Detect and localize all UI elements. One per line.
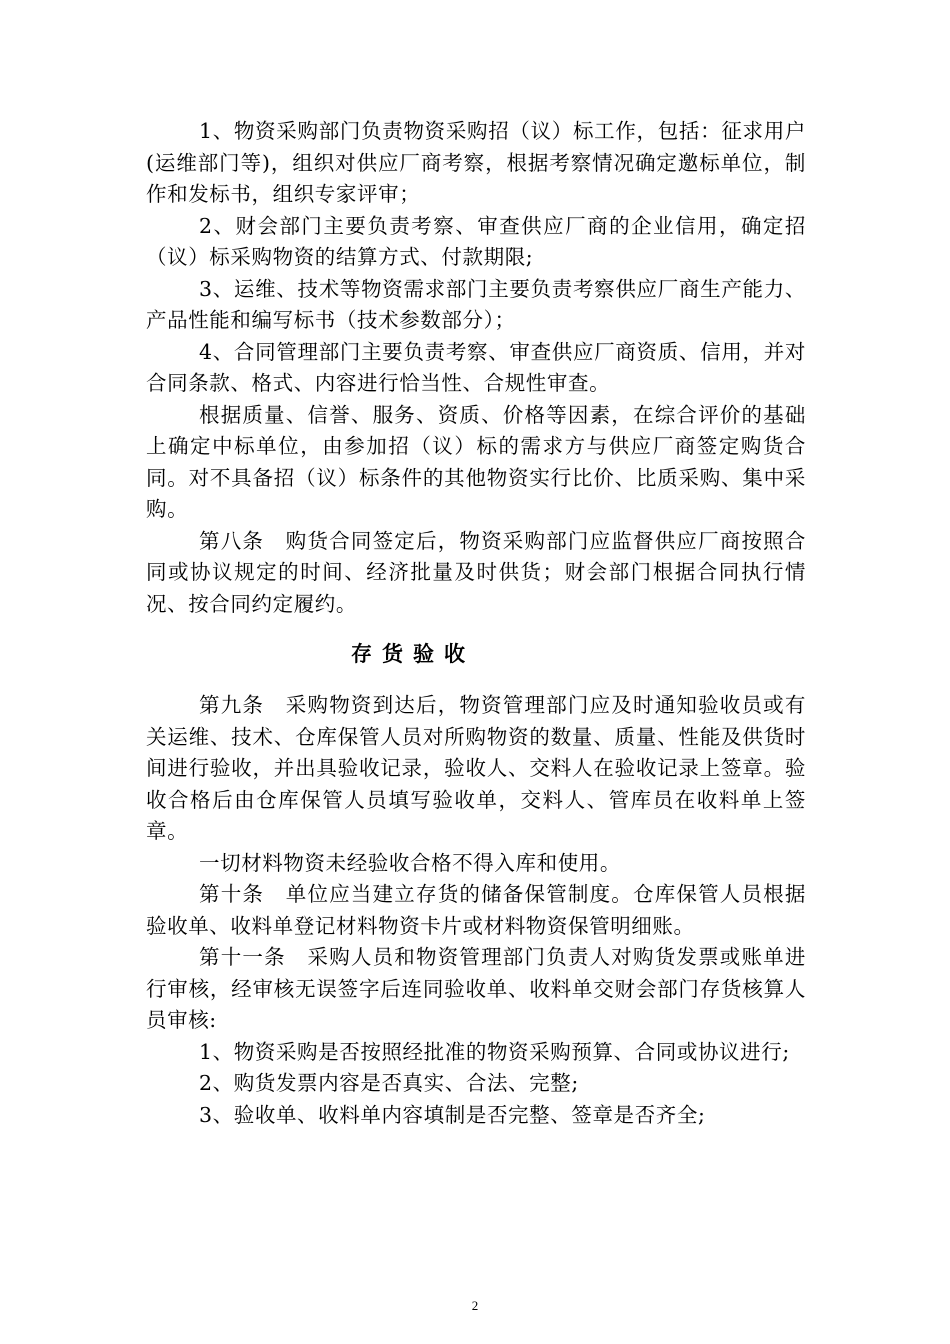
paragraph-item-2-finance-dept: 2、财会部门主要负责考察、审查供应厂商的企业信用，确定招（议）标采购物资的结算方式、付款期限; [146, 213, 806, 269]
paragraph-article-11: 第十一条 采购人员和物资管理部门负责人对购货发票或账单进行审核，经审核无误签字后连同验收单、收料单交财会部门存货核算人员审核: [146, 945, 806, 1032]
paragraph-item-1-purchasing-dept: 1、物资采购部门负责物资采购招（议）标工作，包括：征求用户(运维部门等)，组织对供应厂商考察，根据考察情况确定邀标单位，制作和发标书，组织专家评审； [146, 119, 806, 206]
section-title: 存货验收 [351, 641, 475, 666]
paragraph-article-10: 第十条 单位应当建立存货的储备保管制度。仓库保管人员根据验收单、收料单登记材料物资卡片或材料物资保管明细账。 [146, 882, 806, 938]
document-body [146, 116, 806, 1131]
paragraph-item-3-demand-dept: 3、运维、技术等物资需求部门主要负责考察供应厂商生产能力、产品性能和编写标书（技术参数部分）； [146, 276, 806, 332]
paragraph-article-8: 第八条 购货合同签定后，物资采购部门应监督供应厂商按照合同或协议规定的时间、经济批量及时供货；财会部门根据合同执行情况、按合同约定履约。 [146, 528, 806, 616]
paragraph-item-4-contract-dept: 4、合同管理部门主要负责考察、审查供应厂商资质、信用，并对合同条款、格式、内容进行恰当性、合规性审查。 [146, 339, 806, 395]
paragraph-review-item-1: 1、物资采购是否按照经批准的物资采购预算、合同或协议进行; [199, 1039, 790, 1064]
page-number: 2 [471, 1298, 479, 1313]
paragraph-no-storage-without-acceptance: 一切材料物资未经验收合格不得入库和使用。 [199, 850, 621, 875]
paragraph-review-item-3: 3、验收单、收料单内容填制是否完整、签章是否齐全; [199, 1102, 706, 1127]
paragraph-article-9: 第九条 采购物资到达后，物资管理部门应及时通知验收员或有关运维、技术、仓库保管人员对所购物资的数量、质量、性能及供货时间进行验收，并出具验收记录，验收人、交料人在验收记录上签章。验收合格后由仓库保管人员填写验收单，交料人、管库员在收料单上签章。 [146, 693, 806, 843]
paragraph-review-item-2: 2、购货发票内容是否真实、合法、完整; [199, 1071, 579, 1095]
paragraph-bid-selection: 根据质量、信誉、服务、资质、价格等因素，在综合评价的基础上确定中标单位，由参加招（议）标的需求方与供应厂商签定购货合同。对不具备招（议）标条件的其他物资实行比价、比质采购、集中采购。 [146, 402, 806, 521]
